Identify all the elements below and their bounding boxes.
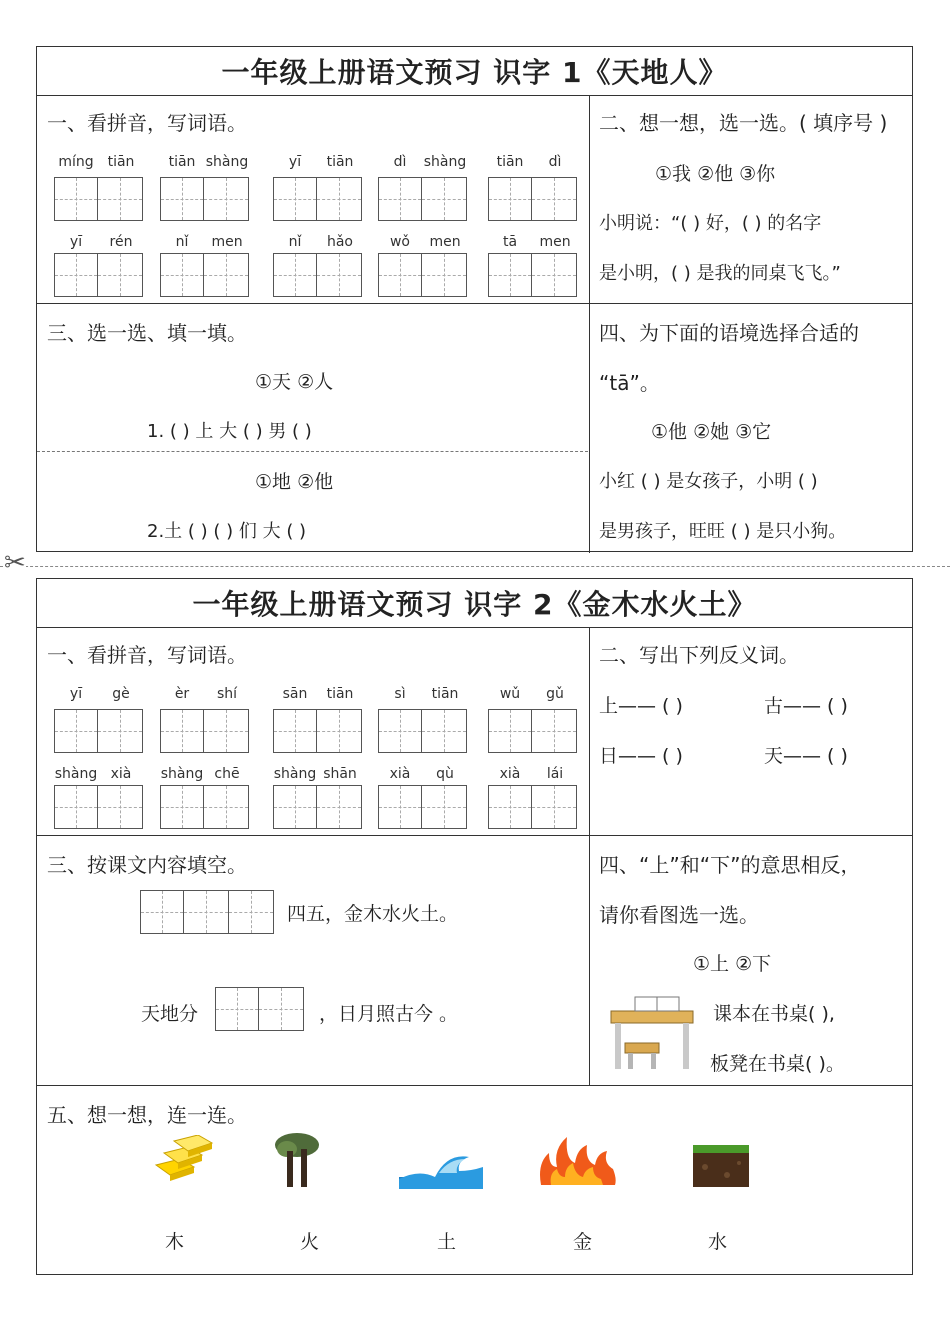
grid-cell[interactable] xyxy=(98,709,143,753)
grid-cell[interactable] xyxy=(273,785,317,829)
question-3-line-2a: 天地分 xyxy=(141,1003,199,1025)
pinyin-label: men xyxy=(539,234,571,250)
question-2-title: 二、写出下列反义词。 xyxy=(599,643,799,667)
pinyin-label: gè xyxy=(112,686,130,702)
pinyin-label: shàng xyxy=(273,766,317,782)
pinyin-label: lái xyxy=(546,766,564,782)
pinyin-label: shí xyxy=(216,686,238,702)
pinyin-label: èr xyxy=(174,686,190,702)
question-4-title-2: “tā”。 xyxy=(599,371,660,395)
grid-cell[interactable] xyxy=(98,785,143,829)
question-2-title: 二、想一想，选一选。( 填序号 ) xyxy=(599,111,888,135)
writing-box[interactable] xyxy=(273,785,362,829)
pinyin-label: dì xyxy=(393,154,407,170)
question-4-options: ①上 ②下 xyxy=(693,953,772,975)
question-4-line-2[interactable]: 是男孩子，旺旺 ( ) 是只小狗。 xyxy=(599,521,847,542)
question-4-line-1[interactable]: 课本在书桌( ), xyxy=(713,1003,835,1025)
grid-cell[interactable] xyxy=(488,709,532,753)
writing-box[interactable] xyxy=(54,785,143,829)
question-3-options-1: ①天 ②人 xyxy=(255,371,334,393)
question-3-title: 三、按课文内容填空。 xyxy=(47,853,247,877)
grid-cell[interactable] xyxy=(229,890,274,934)
writing-box[interactable] xyxy=(160,177,249,221)
question-3-line-2b: ，日月照古今 。 xyxy=(319,1003,459,1025)
grid-cell[interactable] xyxy=(98,177,143,221)
match-word-5[interactable]: 水 xyxy=(708,1231,728,1253)
writing-box[interactable] xyxy=(488,709,577,753)
pinyin-label: sì xyxy=(394,686,406,702)
writing-box[interactable] xyxy=(54,177,143,221)
writing-box[interactable] xyxy=(160,253,249,297)
grid-cell[interactable] xyxy=(532,253,577,297)
column-divider xyxy=(589,628,590,1085)
question-4-options: ①他 ②她 ③它 xyxy=(651,421,772,443)
grid-cell[interactable] xyxy=(378,253,422,297)
grid-cell[interactable] xyxy=(422,709,467,753)
pinyin-label: rén xyxy=(109,234,133,250)
grid-cell[interactable] xyxy=(317,253,362,297)
grid-cell[interactable] xyxy=(54,177,98,221)
question-2-line-2[interactable]: 是小明，( ) 是我的同桌飞飞。” xyxy=(599,263,841,284)
writing-box[interactable] xyxy=(160,785,249,829)
question-3-line-1[interactable]: 1. ( ) 上 大 ( ) 男 ( ) xyxy=(147,421,312,442)
worksheet-1 xyxy=(36,46,913,552)
question-1-title: 一、看拼音，写词语。 xyxy=(47,111,247,135)
grid-cell[interactable] xyxy=(378,709,422,753)
writing-box[interactable] xyxy=(54,709,143,753)
question-4-line-1[interactable]: 小红 ( ) 是女孩子，小明 ( ) xyxy=(599,471,818,492)
grid-cell[interactable] xyxy=(422,253,467,297)
grid-cell[interactable] xyxy=(422,177,467,221)
pinyin-label: shàng xyxy=(160,766,204,782)
grid-cell[interactable] xyxy=(98,253,143,297)
grid-cell[interactable] xyxy=(422,785,467,829)
pinyin-label: míng xyxy=(58,154,94,170)
row-divider xyxy=(37,1085,912,1086)
question-3-line-2[interactable]: 2.土 ( ) ( ) 们 大 ( ) xyxy=(147,521,307,542)
question-2-line-1[interactable]: 小明说：“( ) 好，( ) 的名字 xyxy=(599,213,822,234)
gold-bars-icon xyxy=(150,1135,216,1181)
grid-cell[interactable] xyxy=(160,177,204,221)
worksheet-title: 一年级上册语文预习 识字 2《金木水火土》 xyxy=(37,579,912,628)
grid-cell[interactable] xyxy=(140,890,184,934)
writing-box[interactable] xyxy=(273,177,362,221)
pinyin-label: shàng xyxy=(54,766,98,782)
question-4-line-2[interactable]: 板凳在书桌( )。 xyxy=(710,1053,845,1075)
worksheet-2 xyxy=(36,578,913,1275)
desk-icon xyxy=(605,991,697,1073)
match-word-2[interactable]: 火 xyxy=(300,1231,320,1253)
question-3-line-1: 四五，金木水火土。 xyxy=(287,903,459,925)
scissors-icon: ✂ xyxy=(4,548,26,578)
grid-cell[interactable] xyxy=(378,177,422,221)
question-4-title-2: 请你看图选一选。 xyxy=(599,903,759,927)
grid-cell[interactable] xyxy=(54,709,98,753)
grid-cell[interactable] xyxy=(317,709,362,753)
worksheet-title: 一年级上册语文预习 识字 1《天地人》 xyxy=(37,47,912,96)
writing-box[interactable] xyxy=(488,253,577,297)
pinyin-label: chē xyxy=(214,766,240,782)
grid-cell[interactable] xyxy=(184,890,229,934)
pinyin-label: wǒ xyxy=(389,234,410,250)
grid-cell[interactable] xyxy=(317,177,362,221)
grid-cell[interactable] xyxy=(204,785,249,829)
question-5-title: 五、想一想，连一连。 xyxy=(47,1103,247,1127)
pinyin-label: tiān xyxy=(326,686,354,702)
pinyin-label: nǐ xyxy=(288,234,302,250)
dashed-divider xyxy=(37,451,588,452)
question-3-options-2: ①地 ②他 xyxy=(255,471,334,493)
pinyin-label: men xyxy=(211,234,243,250)
fire-icon xyxy=(537,1133,619,1187)
grid-cell[interactable] xyxy=(54,785,98,829)
pinyin-label: xià xyxy=(110,766,132,782)
pinyin-label: wǔ xyxy=(499,686,521,702)
grid-cell[interactable] xyxy=(204,253,249,297)
writing-box[interactable] xyxy=(378,177,467,221)
grid-cell[interactable] xyxy=(273,177,317,221)
antonym-line-2b[interactable]: 天—— ( ) xyxy=(764,745,848,767)
writing-box[interactable] xyxy=(378,785,467,829)
grid-cell[interactable] xyxy=(54,253,98,297)
writing-box[interactable] xyxy=(54,253,143,297)
grid-cell[interactable] xyxy=(273,709,317,753)
pinyin-label: shàng xyxy=(423,154,467,170)
grid-cell[interactable] xyxy=(532,709,577,753)
grid-cell[interactable] xyxy=(259,987,304,1031)
pinyin-label: hǎo xyxy=(326,234,354,250)
antonym-line-1a[interactable]: 上—— ( ) xyxy=(599,695,683,717)
pinyin-label: tā xyxy=(502,234,518,250)
pinyin-label: yī xyxy=(69,686,83,702)
pinyin-label: qù xyxy=(436,766,454,782)
grid-cell[interactable] xyxy=(317,785,362,829)
pinyin-label: shàng xyxy=(205,154,249,170)
grid-cell[interactable] xyxy=(204,709,249,753)
grid-cell[interactable] xyxy=(273,253,317,297)
row-divider xyxy=(37,303,912,304)
grid-cell[interactable] xyxy=(160,253,204,297)
pinyin-label: tiān xyxy=(107,154,135,170)
grid-cell[interactable] xyxy=(204,177,249,221)
grid-cell[interactable] xyxy=(160,709,204,753)
pinyin-label: xià xyxy=(499,766,521,782)
match-word-4[interactable]: 金 xyxy=(573,1231,593,1253)
antonym-line-1b[interactable]: 古—— ( ) xyxy=(764,695,848,717)
question-1-title: 一、看拼音，写词语。 xyxy=(47,643,247,667)
pinyin-label: tiān xyxy=(326,154,354,170)
match-word-1[interactable]: 木 xyxy=(165,1231,185,1253)
writing-box[interactable] xyxy=(488,785,577,829)
column-divider xyxy=(589,96,590,553)
row-divider xyxy=(37,835,912,836)
pinyin-label: tiān xyxy=(168,154,196,170)
pinyin-label: yī xyxy=(69,234,83,250)
pinyin-label: xià xyxy=(389,766,411,782)
grid-cell[interactable] xyxy=(488,177,532,221)
pinyin-label: tiān xyxy=(496,154,524,170)
cut-line xyxy=(0,566,950,567)
writing-box[interactable] xyxy=(160,709,249,753)
writing-box[interactable] xyxy=(273,709,362,753)
writing-box[interactable] xyxy=(273,253,362,297)
writing-box[interactable] xyxy=(378,253,467,297)
match-word-3[interactable]: 土 xyxy=(437,1231,457,1253)
answer-box-4[interactable] xyxy=(140,890,274,934)
water-wave-icon xyxy=(399,1149,483,1189)
question-4-title: 四、“上”和“下”的意思相反， xyxy=(599,853,861,877)
grid-cell[interactable] xyxy=(532,177,577,221)
tree-icon xyxy=(273,1131,321,1189)
pinyin-label: men xyxy=(429,234,461,250)
pinyin-label: sān xyxy=(282,686,308,702)
grid-cell[interactable] xyxy=(378,785,422,829)
pinyin-label: gǔ xyxy=(546,686,564,702)
pinyin-label: yī xyxy=(288,154,302,170)
grid-cell[interactable] xyxy=(532,785,577,829)
writing-box[interactable] xyxy=(378,709,467,753)
question-3-title: 三、选一选、填一填。 xyxy=(47,321,247,345)
grid-cell[interactable] xyxy=(488,253,532,297)
answer-box-2[interactable] xyxy=(215,987,304,1031)
pinyin-label: nǐ xyxy=(175,234,189,250)
antonym-line-2a[interactable]: 日—— ( ) xyxy=(599,745,683,767)
grid-cell[interactable] xyxy=(215,987,259,1031)
grid-cell[interactable] xyxy=(160,785,204,829)
grid-cell[interactable] xyxy=(488,785,532,829)
question-2-options: ①我 ②他 ③你 xyxy=(655,163,776,185)
soil-icon xyxy=(693,1145,749,1187)
question-4-title: 四、为下面的语境选择合适的 xyxy=(599,321,859,345)
pinyin-label: dì xyxy=(548,154,562,170)
pinyin-label: shān xyxy=(323,766,357,782)
writing-box[interactable] xyxy=(488,177,577,221)
pinyin-label: tiān xyxy=(431,686,459,702)
